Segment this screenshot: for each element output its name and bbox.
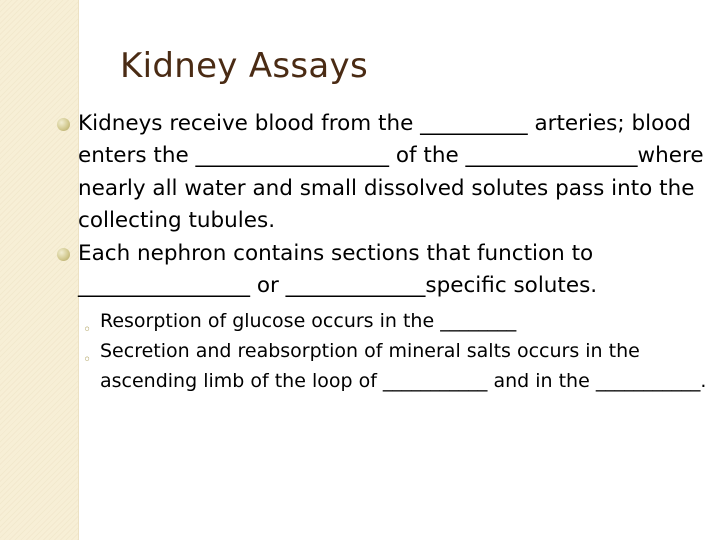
slide-title: Kidney Assays: [120, 46, 368, 86]
bullet-text: Each nephron contains sections that function to ________________ or _____________specific solutes.: [78, 240, 598, 299]
sub-bullet-icon: ◦: [83, 322, 92, 339]
sub-bullet-text: Secretion and reabsorption of mineral salts occurs in the ascending limb of the loop of ___________ and in the ___________.: [100, 340, 707, 393]
sub-bullet-text: Resorption of glucose occurs in the ________: [100, 310, 517, 333]
bullet-icon: [57, 118, 70, 131]
sub-bullet-item: [57, 306, 717, 339]
bullet-item: [57, 108, 717, 238]
slide-content: [57, 108, 717, 396]
bullet-icon: [57, 248, 70, 261]
bullet-text: Kidneys receive blood from the __________ arteries; blood enters the __________________ of the ________________where nearly all water and small dissolved solutes pass into the collecting tubules.: [78, 111, 704, 234]
sub-bullet-item: [57, 336, 717, 396]
bullet-item: [57, 238, 717, 303]
sub-bullet-icon: ◦: [83, 352, 92, 369]
